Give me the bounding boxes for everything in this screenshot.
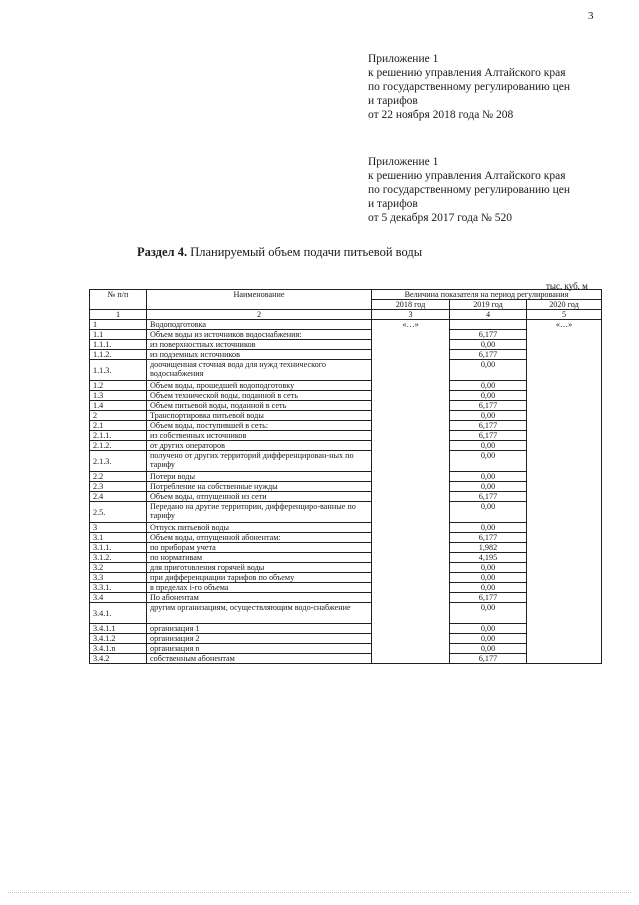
row-name: Потребление на собственные нужды xyxy=(147,482,372,492)
row-name: из поверхностных источников xyxy=(147,340,372,350)
appendix-line: Приложение 1 xyxy=(368,156,439,168)
row-number: 3 xyxy=(90,523,147,533)
table-row xyxy=(90,431,602,441)
value-2019: 0,00 xyxy=(450,583,527,593)
table-row xyxy=(90,543,602,553)
row-number: 3.4.1. xyxy=(90,603,147,624)
value-2019: 6,177 xyxy=(450,593,527,603)
row-number: 3.1.2. xyxy=(90,553,147,563)
table-row xyxy=(90,553,602,563)
row-name: организация 2 xyxy=(147,634,372,644)
appendix-line: по государственному регулированию цен xyxy=(368,184,571,196)
appendix-note-current xyxy=(368,52,618,122)
value-2019: 4,195 xyxy=(450,553,527,563)
value-2019: 0,00 xyxy=(450,472,527,482)
section-title-text: Планируемый объем подачи питьевой воды xyxy=(187,245,423,259)
appendix-line: Приложение 1 xyxy=(368,53,439,65)
table-row xyxy=(90,523,602,533)
row-name: для приготовления горячей воды xyxy=(147,563,372,573)
table-row xyxy=(90,593,602,603)
table-row xyxy=(90,350,602,360)
table-row xyxy=(90,421,602,431)
value-2019: 0,00 xyxy=(450,391,527,401)
row-number: 2 xyxy=(90,411,147,421)
table-row xyxy=(90,401,602,411)
units-label: тыс. куб. м xyxy=(546,281,588,291)
value-2019: 0,00 xyxy=(450,644,527,654)
value-2019: 0,00 xyxy=(450,603,527,624)
row-name: Потери воды xyxy=(147,472,372,482)
column-number: 3 xyxy=(372,310,450,320)
table-row xyxy=(90,533,602,543)
value-2019: 1,982 xyxy=(450,543,527,553)
value-2019: 0,00 xyxy=(450,451,527,472)
row-number: 1.3 xyxy=(90,391,147,401)
table-body xyxy=(90,320,602,664)
page-number: 3 xyxy=(588,10,594,22)
row-number: 1.1.3. xyxy=(90,360,147,381)
row-number: 1.1 xyxy=(90,330,147,340)
row-name: Водоподготовка xyxy=(147,320,372,330)
table-row xyxy=(90,634,602,644)
header-period: Величина показателя на период регулирования xyxy=(372,290,602,300)
table-row xyxy=(90,492,602,502)
table-row xyxy=(90,391,602,401)
row-number: 2.5. xyxy=(90,502,147,523)
value-2019: 0,00 xyxy=(450,523,527,533)
value-2019: 0,00 xyxy=(450,381,527,391)
value-2020-placeholder: «…» xyxy=(527,320,602,664)
header-year-2019: 2019 год xyxy=(450,300,527,310)
column-number: 5 xyxy=(527,310,602,320)
row-name: по нормативам xyxy=(147,553,372,563)
water-volume-table xyxy=(89,289,602,664)
column-number: 1 xyxy=(90,310,147,320)
row-name: по приборам учета xyxy=(147,543,372,553)
row-name: Объем питьевой воды, поданной в сеть xyxy=(147,401,372,411)
table-row xyxy=(90,603,602,624)
row-name: Объем воды, отпущенной абонентам: xyxy=(147,533,372,543)
value-2019: 6,177 xyxy=(450,330,527,340)
table-row xyxy=(90,441,602,451)
value-2019: 0,00 xyxy=(450,624,527,634)
table-row xyxy=(90,411,602,421)
section-label: Раздел 4. xyxy=(137,245,188,259)
value-2019: 6,177 xyxy=(450,654,527,664)
table-row xyxy=(90,330,602,340)
row-name: Отпуск питьевой воды xyxy=(147,523,372,533)
row-name: собственным абонентам xyxy=(147,654,372,664)
value-2018-placeholder: «…» xyxy=(372,320,450,664)
row-name: получено от других территорий дифференцирован-ных по тарифу xyxy=(147,451,372,472)
value-2019: 0,00 xyxy=(450,360,527,381)
value-2019: 0,00 xyxy=(450,573,527,583)
row-number: 3.4.2 xyxy=(90,654,147,664)
row-number: 3.3.1. xyxy=(90,583,147,593)
row-name: доочищенная сточная вода для нужд технического водоснабжения xyxy=(147,360,372,381)
value-2019: 0,00 xyxy=(450,411,527,421)
value-2019: 6,177 xyxy=(450,350,527,360)
row-number: 1.1.1. xyxy=(90,340,147,350)
row-number: 2.3 xyxy=(90,482,147,492)
appendix-line: к решению управления Алтайского края xyxy=(368,170,566,182)
appendix-line: к решению управления Алтайского края xyxy=(368,67,566,79)
row-number: 3.1.1. xyxy=(90,543,147,553)
row-number: 3.4.1.2 xyxy=(90,634,147,644)
header-year-2018: 2018 год xyxy=(372,300,450,310)
row-name: при дифференциации тарифов по объему xyxy=(147,573,372,583)
row-name: из подземных источников xyxy=(147,350,372,360)
table-row xyxy=(90,563,602,573)
column-number: 2 xyxy=(147,310,372,320)
table-row xyxy=(90,654,602,664)
table-row xyxy=(90,451,602,472)
value-2019: 0,00 xyxy=(450,441,527,451)
table-row xyxy=(90,482,602,492)
appendix-line: от 5 декабря 2017 года № 520 xyxy=(368,212,513,224)
table-row xyxy=(90,624,602,634)
value-2019: 6,177 xyxy=(450,492,527,502)
header-name: Наименование xyxy=(147,290,372,310)
value-2019: 6,177 xyxy=(450,431,527,441)
section-title xyxy=(137,245,422,260)
row-number: 3.4 xyxy=(90,593,147,603)
row-number: 1.1.2. xyxy=(90,350,147,360)
row-number: 2.1.2. xyxy=(90,441,147,451)
value-2019: 6,177 xyxy=(450,533,527,543)
row-name: Объем воды из источников водоснабжения: xyxy=(147,330,372,340)
row-name: Объем воды, поступившей в сеть: xyxy=(147,421,372,431)
row-number: 2.1.1. xyxy=(90,431,147,441)
value-2019 xyxy=(450,320,527,330)
row-name: организация 1 xyxy=(147,624,372,634)
value-2019: 0,00 xyxy=(450,340,527,350)
table-row xyxy=(90,320,602,330)
row-number: 2.1.3. xyxy=(90,451,147,472)
appendix-line: по государственному регулированию цен xyxy=(368,81,571,93)
row-name: организация n xyxy=(147,644,372,654)
table-row xyxy=(90,573,602,583)
appendix-line: и тарифов xyxy=(368,198,418,210)
row-number: 2.4 xyxy=(90,492,147,502)
row-name: Транспортировка питьевой воды xyxy=(147,411,372,421)
header-year-2020: 2020 год xyxy=(527,300,602,310)
row-number: 3.4.1.1 xyxy=(90,624,147,634)
value-2019: 0,00 xyxy=(450,563,527,573)
appendix-line: от 22 ноября 2018 года № 208 xyxy=(368,109,514,121)
row-number: 2.1 xyxy=(90,421,147,431)
row-name: По абонентам xyxy=(147,593,372,603)
table-row xyxy=(90,360,602,381)
value-2019: 0,00 xyxy=(450,482,527,492)
row-name: от других операторов xyxy=(147,441,372,451)
row-number: 3.4.1.n xyxy=(90,644,147,654)
appendix-note-original xyxy=(368,155,618,225)
scan-edge-line xyxy=(8,892,631,893)
row-number: 1.4 xyxy=(90,401,147,411)
row-name: Объем воды, отпущенной из сети xyxy=(147,492,372,502)
table-row xyxy=(90,340,602,350)
row-name: в пределах i-го объема xyxy=(147,583,372,593)
value-2019: 6,177 xyxy=(450,421,527,431)
table-row xyxy=(90,644,602,654)
value-2019: 6,177 xyxy=(450,401,527,411)
row-name: Объем воды, прошедшей водоподготовку xyxy=(147,381,372,391)
value-2019: 0,00 xyxy=(450,502,527,523)
column-number: 4 xyxy=(450,310,527,320)
row-number: 3.2 xyxy=(90,563,147,573)
row-number: 3.3 xyxy=(90,573,147,583)
value-2019: 0,00 xyxy=(450,634,527,644)
header-num: № п/п xyxy=(90,290,147,310)
row-name: другим организациям, осуществляющим водо-снабжение xyxy=(147,603,372,624)
table-row xyxy=(90,381,602,391)
table-row xyxy=(90,472,602,482)
row-number: 1.2 xyxy=(90,381,147,391)
row-number: 3.1 xyxy=(90,533,147,543)
row-name: Передано на другие территории, дифференциро-ванные по тарифу xyxy=(147,502,372,523)
row-number: 1 xyxy=(90,320,147,330)
row-name: из собственных источников xyxy=(147,431,372,441)
row-number: 2.2 xyxy=(90,472,147,482)
table-row xyxy=(90,583,602,593)
table-row xyxy=(90,502,602,523)
row-name: Объем технической воды, поданной в сеть xyxy=(147,391,372,401)
appendix-line: и тарифов xyxy=(368,95,418,107)
